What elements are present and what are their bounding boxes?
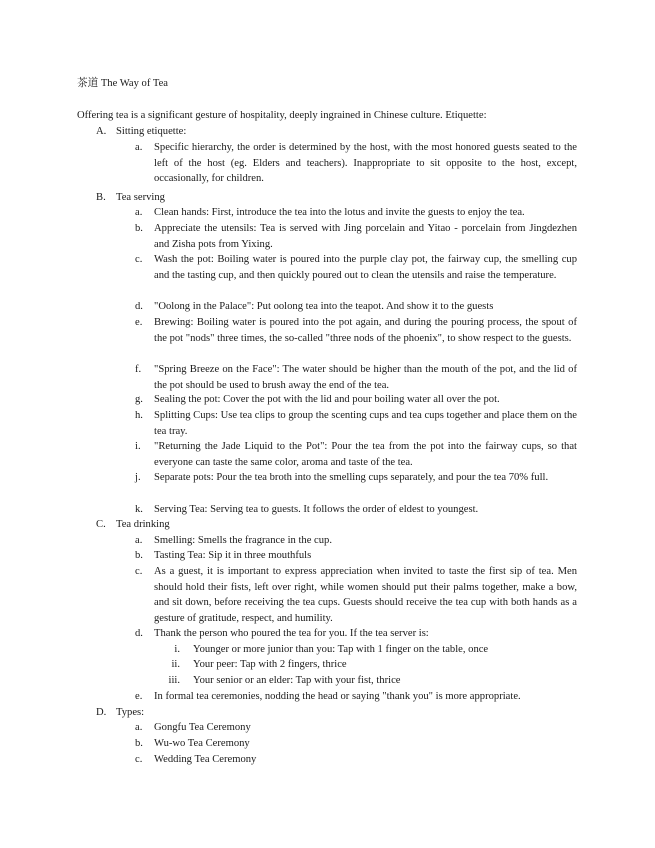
sub-item-marker: i. <box>174 644 180 655</box>
sub-list-item: Younger or more junior than you: Tap with 1 finger on the table, once <box>193 644 489 655</box>
section-marker: C. <box>96 519 106 530</box>
list-item: "Oolong in the Palace": Put oolong tea into the teapot. And show it to the guests <box>154 301 494 312</box>
list-item-marker: i. <box>135 441 141 452</box>
list-item: Wedding Tea Ceremony <box>154 754 257 765</box>
list-item: "Spring Breeze on the Face": The water should be higher than the mouth of the pot, and the lid of the pot should be used to brush away the end of the tea. <box>154 364 577 391</box>
list-item: Smelling: Smells the fragrance in the cup. <box>154 535 332 546</box>
list-item: Specific hierarchy, the order is determined by the host, with the most honored guests seated to the left of the host (eg. Elders and teachers). Inappropriate to sit opposite to the host, except, occasionally, for children. <box>154 142 577 185</box>
sub-list-item: Your peer: Tap with 2 fingers, thrice <box>193 659 347 670</box>
section-marker: D. <box>96 707 107 718</box>
page-title: 茶道 The Way of Tea <box>77 78 168 89</box>
section-heading: Sitting etiquette: <box>116 126 187 137</box>
list-item-marker: c. <box>135 754 143 765</box>
list-item-marker: a. <box>135 207 143 218</box>
list-item-marker: b. <box>135 738 143 749</box>
list-item: Brewing: Boiling water is poured into the pot again, and during the pouring process, the spout of the pot "nods" three times, the so-called "three nods of the phoenix", to show respect to the guests. <box>154 317 577 344</box>
list-item: Appreciate the utensils: Tea is served with Jing porcelain and Yitao - porcelain from Jingdezhen and Zisha pots from Yixing. <box>154 223 577 250</box>
list-item-marker: d. <box>135 301 143 312</box>
list-item-marker: e. <box>135 691 143 702</box>
list-item: Clean hands: First, introduce the tea into the lotus and invite the guests to enjoy the tea. <box>154 207 525 218</box>
list-item-marker: a. <box>135 142 143 153</box>
section-heading: Tea serving <box>116 192 165 203</box>
section-marker: B. <box>96 192 106 203</box>
sub-item-marker: iii. <box>168 675 180 686</box>
list-item-marker: h. <box>135 410 143 421</box>
list-item-marker: c. <box>135 566 143 577</box>
list-item-marker: e. <box>135 317 143 328</box>
list-item: Thank the person who poured the tea for you. If the tea server is: <box>154 628 429 639</box>
list-item: Separate pots: Pour the tea broth into the smelling cups separately, and pour the tea 70% full. <box>154 472 549 483</box>
list-item: Splitting Cups: Use tea clips to group the scenting cups and tea cups together and place them on the tea tray. <box>154 410 577 437</box>
list-item-marker: a. <box>135 535 143 546</box>
section-heading: Tea drinking <box>116 519 170 530</box>
list-item-marker: b. <box>135 223 143 234</box>
list-item-marker: j. <box>135 472 141 483</box>
sub-list-item: Your senior or an elder: Tap with your fist, thrice <box>193 675 401 686</box>
section-heading: Types: <box>116 707 145 718</box>
list-item-marker: d. <box>135 628 143 639</box>
list-item: Gongfu Tea Ceremony <box>154 722 251 733</box>
list-item-marker: k. <box>135 504 143 515</box>
list-item: Wu-wo Tea Ceremony <box>154 738 250 749</box>
list-item: Tasting Tea: Sip it in three mouthfuls <box>154 550 312 561</box>
sub-item-marker: ii. <box>171 659 180 670</box>
list-item: Wash the pot: Boiling water is poured into the purple clay pot, the fairway cup, the smelling cup and the tasting cup, and then quickly poured out to clean the utensils and raise the temperature. <box>154 254 577 281</box>
list-item-marker: g. <box>135 394 143 405</box>
list-item-marker: a. <box>135 722 143 733</box>
list-item: In formal tea ceremonies, nodding the head or saying "thank you" is more appropriate. <box>154 691 521 702</box>
list-item: As a guest, it is important to express appreciation when invited to taste the first sip of tea. Men should hold their fists, left over right, while women should put their palms together, make a bow, and sit down, before receiving the tea cups. Guests should receive the tea cup with both hands as a gesture of gratitude, respect, and humility. <box>154 566 577 624</box>
list-item-marker: b. <box>135 550 143 561</box>
list-item: "Returning the Jade Liquid to the Pot": Pour the tea from the pot into the fairway cups, so that everyone can taste the same color, aroma and taste of the tea. <box>154 441 577 468</box>
list-item-marker: f. <box>135 364 142 375</box>
list-item-marker: c. <box>135 254 143 265</box>
intro-paragraph: Offering tea is a significant gesture of hospitality, deeply ingrained in Chinese culture. Etiquette: <box>77 110 487 121</box>
list-item: Serving Tea: Serving tea to guests. It follows the order of eldest to youngest. <box>154 504 479 515</box>
list-item: Sealing the pot: Cover the pot with the lid and pour boiling water all over the pot. <box>154 394 500 405</box>
section-marker: A. <box>96 126 107 137</box>
